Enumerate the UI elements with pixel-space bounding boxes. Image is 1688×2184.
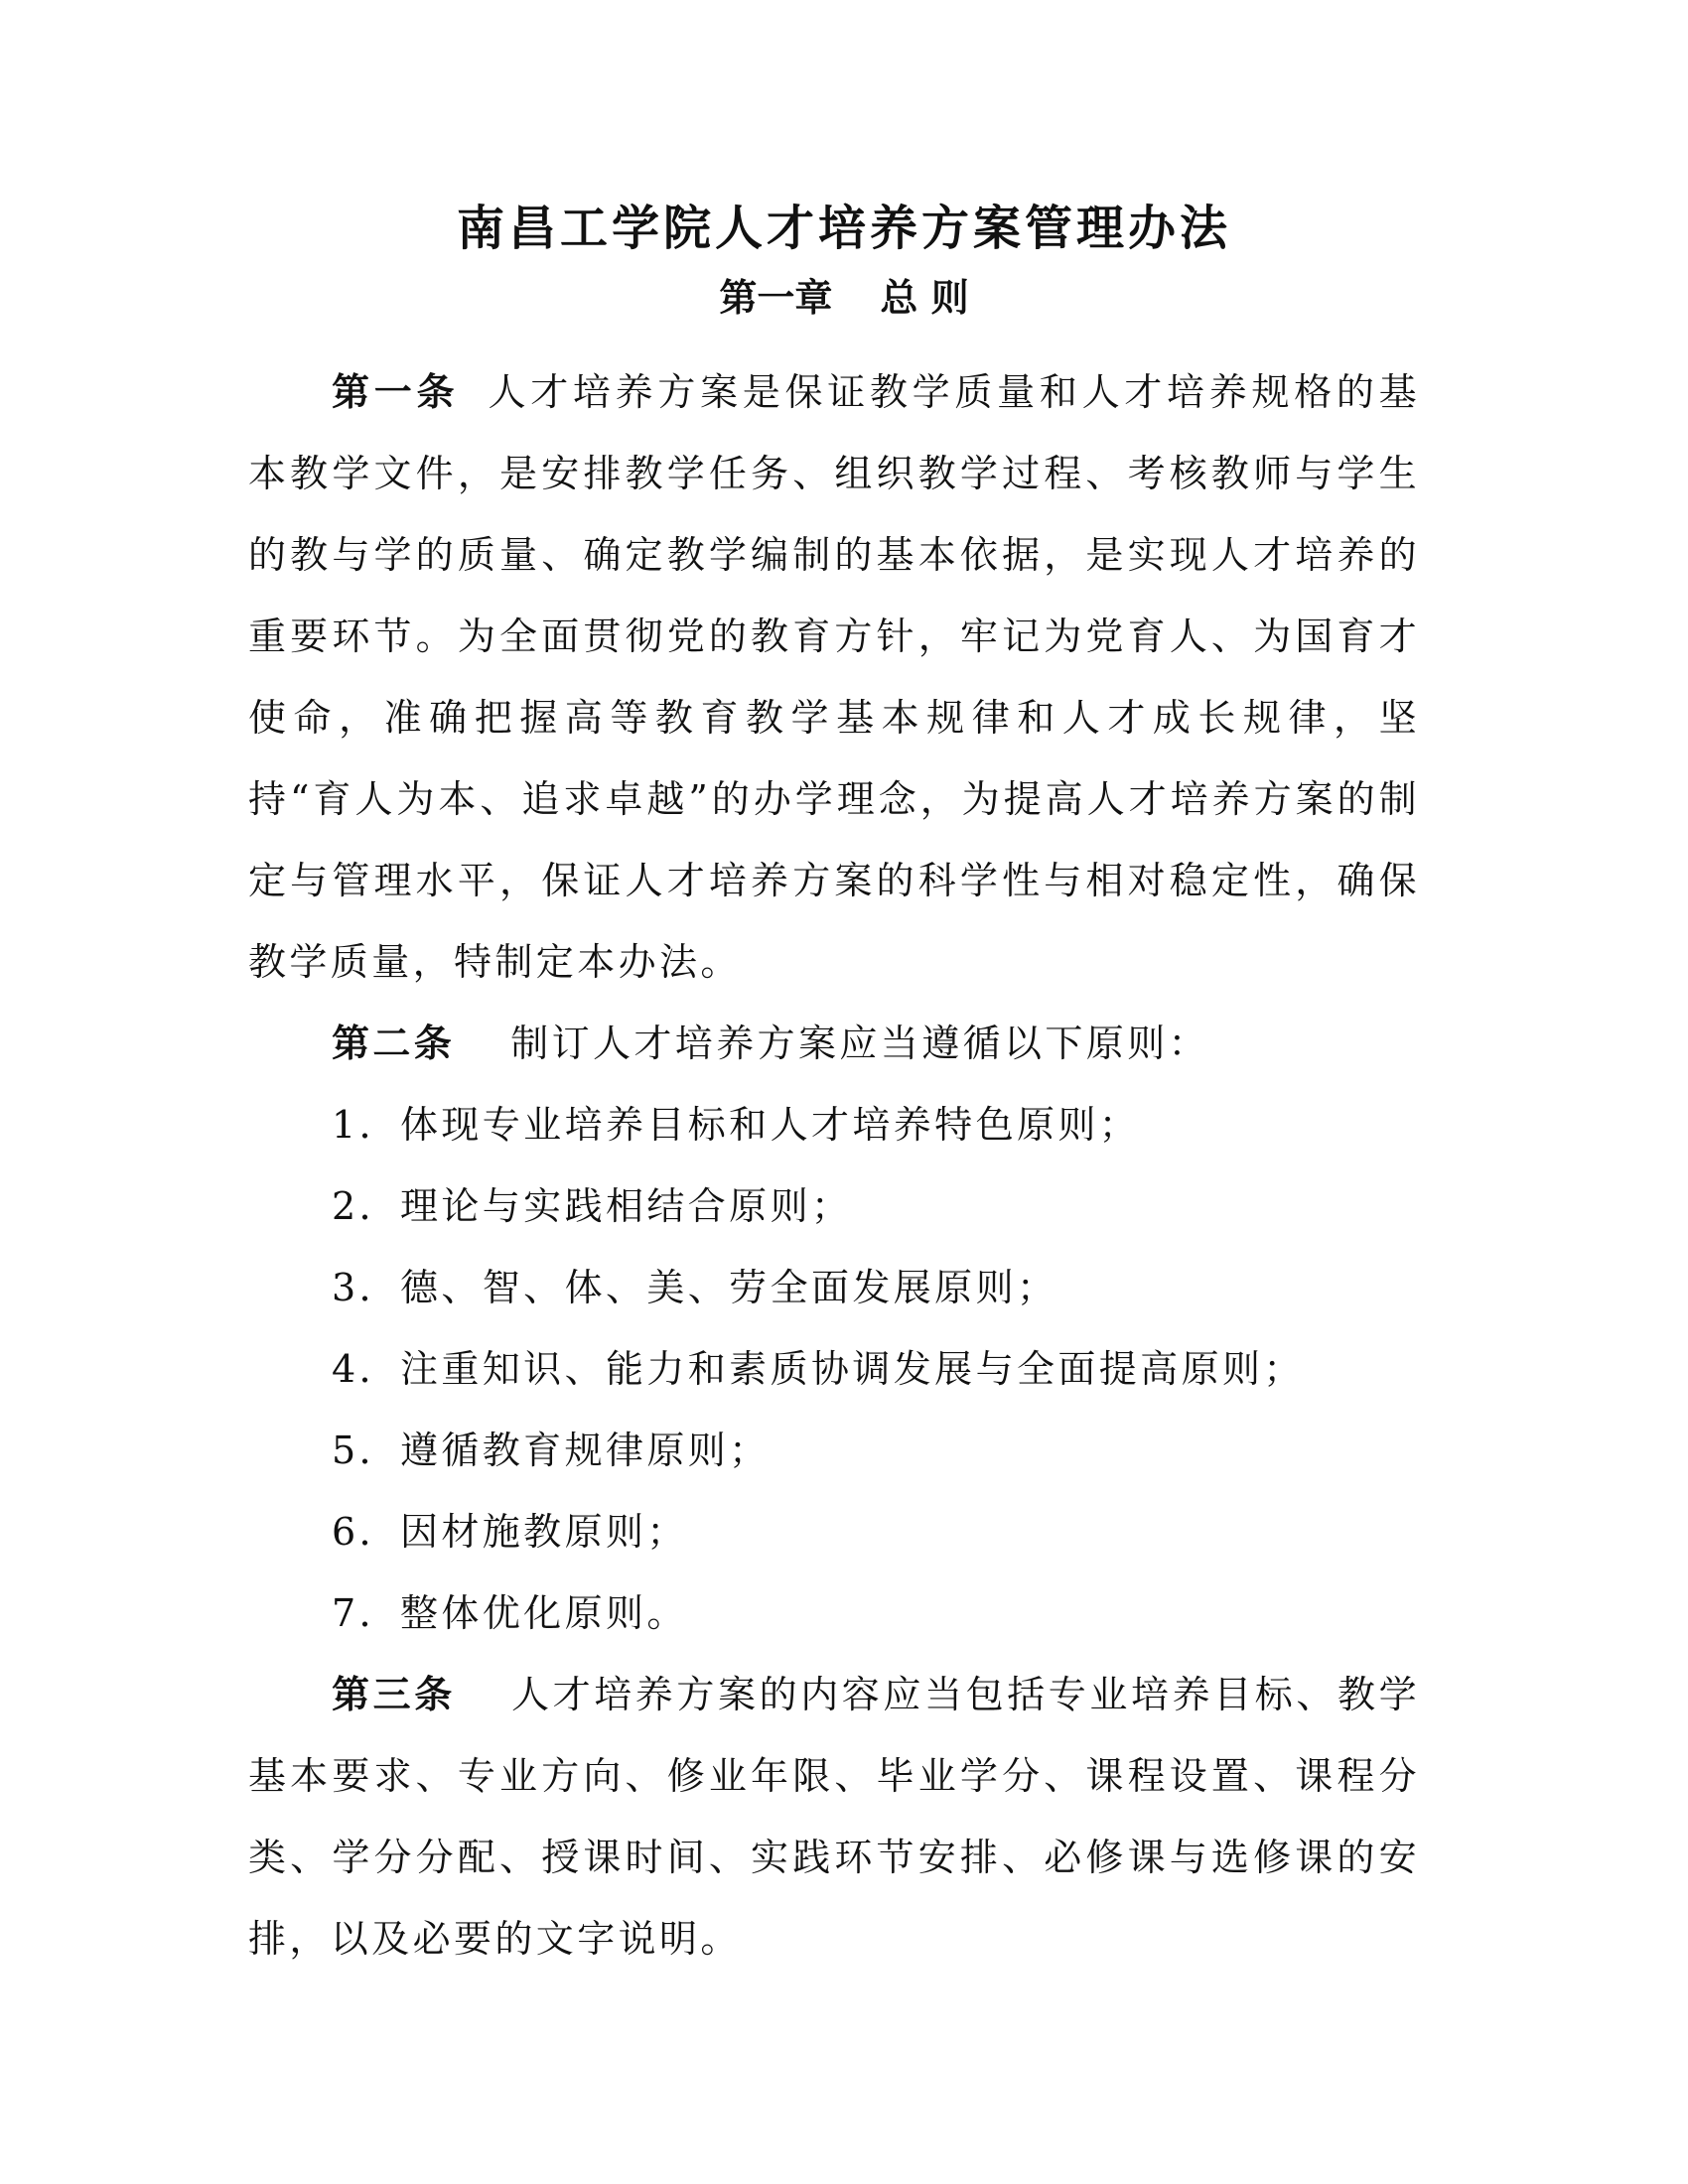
article-label: 第一条 — [332, 370, 460, 414]
chapter-number: 第一章 — [719, 276, 833, 320]
list-item: 2．理论与实践相结合原则； — [332, 1184, 853, 1228]
article-2 — [248, 1003, 1420, 1084]
article-text: 人才培养方案的内容应当包括专业培养目标、教学基本要求、专业方向、修业年限、毕业学分、课程设置、课程分类、学分分配、授课时间、实践环节安排、必修课与选修课的安排，以及必要的文字说明。 — [248, 1673, 1421, 1961]
list-item: 1．体现专业培养目标和人才培养特色原则； — [332, 1103, 1141, 1147]
article-text: 制订人才培养方案应当遵循以下原则： — [510, 1022, 1210, 1065]
list-item: 6．因材施教原则； — [332, 1510, 688, 1554]
document-title: 南昌工学院人才培养方案管理办法 — [456, 201, 1231, 256]
document-body — [248, 351, 1420, 1979]
list-item: 3．德、智、体、美、劳全面发展原则； — [332, 1266, 1058, 1309]
chapter-heading — [0, 270, 1688, 326]
article-3 — [248, 1654, 1420, 1979]
article-label: 第三条 — [332, 1673, 456, 1716]
list-item: 7．整体优化原则。 — [332, 1591, 688, 1635]
article-label: 第二条 — [332, 1022, 456, 1065]
article-text: 人才培养方案是保证教学质量和人才培养规格的基本教学文件，是安排教学任务、组织教学过程、考核教师与学生的教与学的质量、确定教学编制的基本依据，是实现人才培养的重要环节。为全面贯彻党的教育方针，牢记为党育人、为国育才使命，准确把握高等教育教学基本规律和人才成长规律，坚持“育人为本、追求卓越”的办学理念，为提高人才培养方案的制定与管理水平，保证人才培养方案的科学性与相对稳定性，确保教学质量，特制定本办法。 — [248, 370, 1421, 984]
chapter-name: 总 则 — [880, 276, 969, 320]
list-item: 4．注重知识、能力和素质协调发展与全面提高原则； — [332, 1347, 1305, 1391]
article-1 — [248, 351, 1420, 1003]
list-item: 5．遵循教育规律原则； — [332, 1429, 771, 1472]
